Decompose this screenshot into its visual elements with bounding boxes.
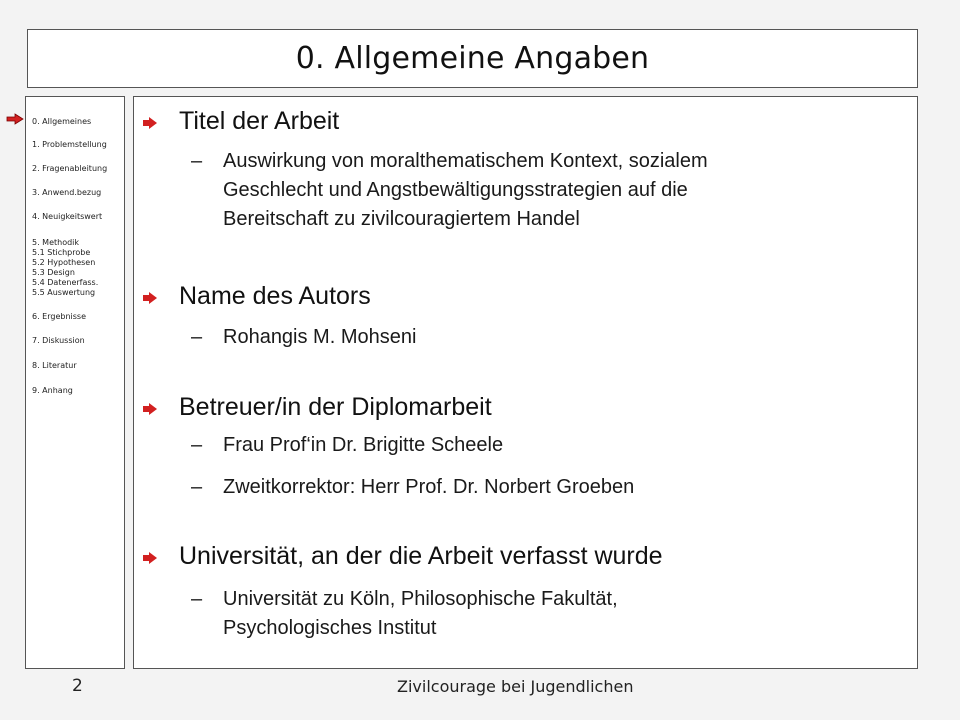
dash: – <box>191 150 203 172</box>
text-line: Psychologisches Institut <box>223 617 437 639</box>
section-heading-autor: Name des Autors <box>179 282 371 310</box>
dash: – <box>191 326 203 348</box>
text-line: Bereitschaft zu zivilcouragiertem Handel <box>223 208 580 230</box>
nav-item-fragenableitung[interactable]: 2. Fragenableitung <box>32 164 108 173</box>
bullet-arrow-icon <box>143 552 157 564</box>
footer-text: Zivilcourage bei Jugendlichen <box>397 677 634 696</box>
nav-item-stichprobe[interactable]: 5.1 Stichprobe <box>32 248 91 257</box>
section-text-autor <box>191 323 416 352</box>
bullet-arrow-icon <box>143 292 157 304</box>
nav-item-auswertung[interactable]: 5.5 Auswertung <box>32 288 96 297</box>
section-heading-betreuer: Betreuer/in der Diplomarbeit <box>179 393 492 421</box>
bullet-arrow-icon <box>143 117 157 129</box>
text-line: Geschlecht und Angstbewältigungsstrategien auf die <box>223 179 688 201</box>
text-line: Rohangis M. Mohseni <box>223 326 417 348</box>
dash: – <box>191 434 203 456</box>
dash: – <box>191 476 203 498</box>
nav-item-allgemeines[interactable]: 0. Allgemeines <box>32 117 92 126</box>
slide-title-box <box>27 29 918 88</box>
nav-item-neuigkeitswert[interactable]: 4. Neuigkeitswert <box>32 212 103 221</box>
nav-item-anhang[interactable]: 9. Anhang <box>32 386 73 395</box>
content-panel <box>133 96 918 669</box>
dash: – <box>191 588 203 610</box>
text-line: Universität zu Köln, Philosophische Fakultät, <box>223 588 618 610</box>
navigation-panel <box>25 96 125 669</box>
section-text-universitaet <box>191 585 618 643</box>
page-number: 2 <box>72 676 83 696</box>
text-line: Auswirkung von moralthematischem Kontext, sozialem <box>223 150 708 172</box>
red-arrow-icon <box>6 113 24 125</box>
section-text-betreuer <box>191 431 503 460</box>
section-text-titel <box>191 147 708 234</box>
text-line: Zweitkorrektor: Herr Prof. Dr. Norbert Groeben <box>223 476 635 498</box>
bullet-arrow-icon <box>143 403 157 415</box>
section-text-zweitkorrektor <box>191 473 634 502</box>
text-line: Frau Prof‘in Dr. Brigitte Scheele <box>223 434 504 456</box>
nav-item-hypothesen[interactable]: 5.2 Hypothesen <box>32 258 96 267</box>
nav-item-problemstellung[interactable]: 1. Problemstellung <box>32 140 107 149</box>
nav-item-methodik[interactable]: 5. Methodik <box>32 238 80 247</box>
nav-item-design[interactable]: 5.3 Design <box>32 268 75 277</box>
section-heading-universitaet: Universität, an der die Arbeit verfasst wurde <box>179 542 663 570</box>
nav-item-diskussion[interactable]: 7. Diskussion <box>32 336 85 345</box>
nav-item-ergebnisse[interactable]: 6. Ergebnisse <box>32 312 87 321</box>
slide-title: 0. Allgemeine Angaben <box>295 41 650 76</box>
nav-item-datenerfassung[interactable]: 5.4 Datenerfass. <box>32 278 99 287</box>
nav-item-anwendbezug[interactable]: 3. Anwend.bezug <box>32 188 102 197</box>
section-heading-titel: Titel der Arbeit <box>179 107 340 135</box>
nav-item-literatur[interactable]: 8. Literatur <box>32 361 77 370</box>
